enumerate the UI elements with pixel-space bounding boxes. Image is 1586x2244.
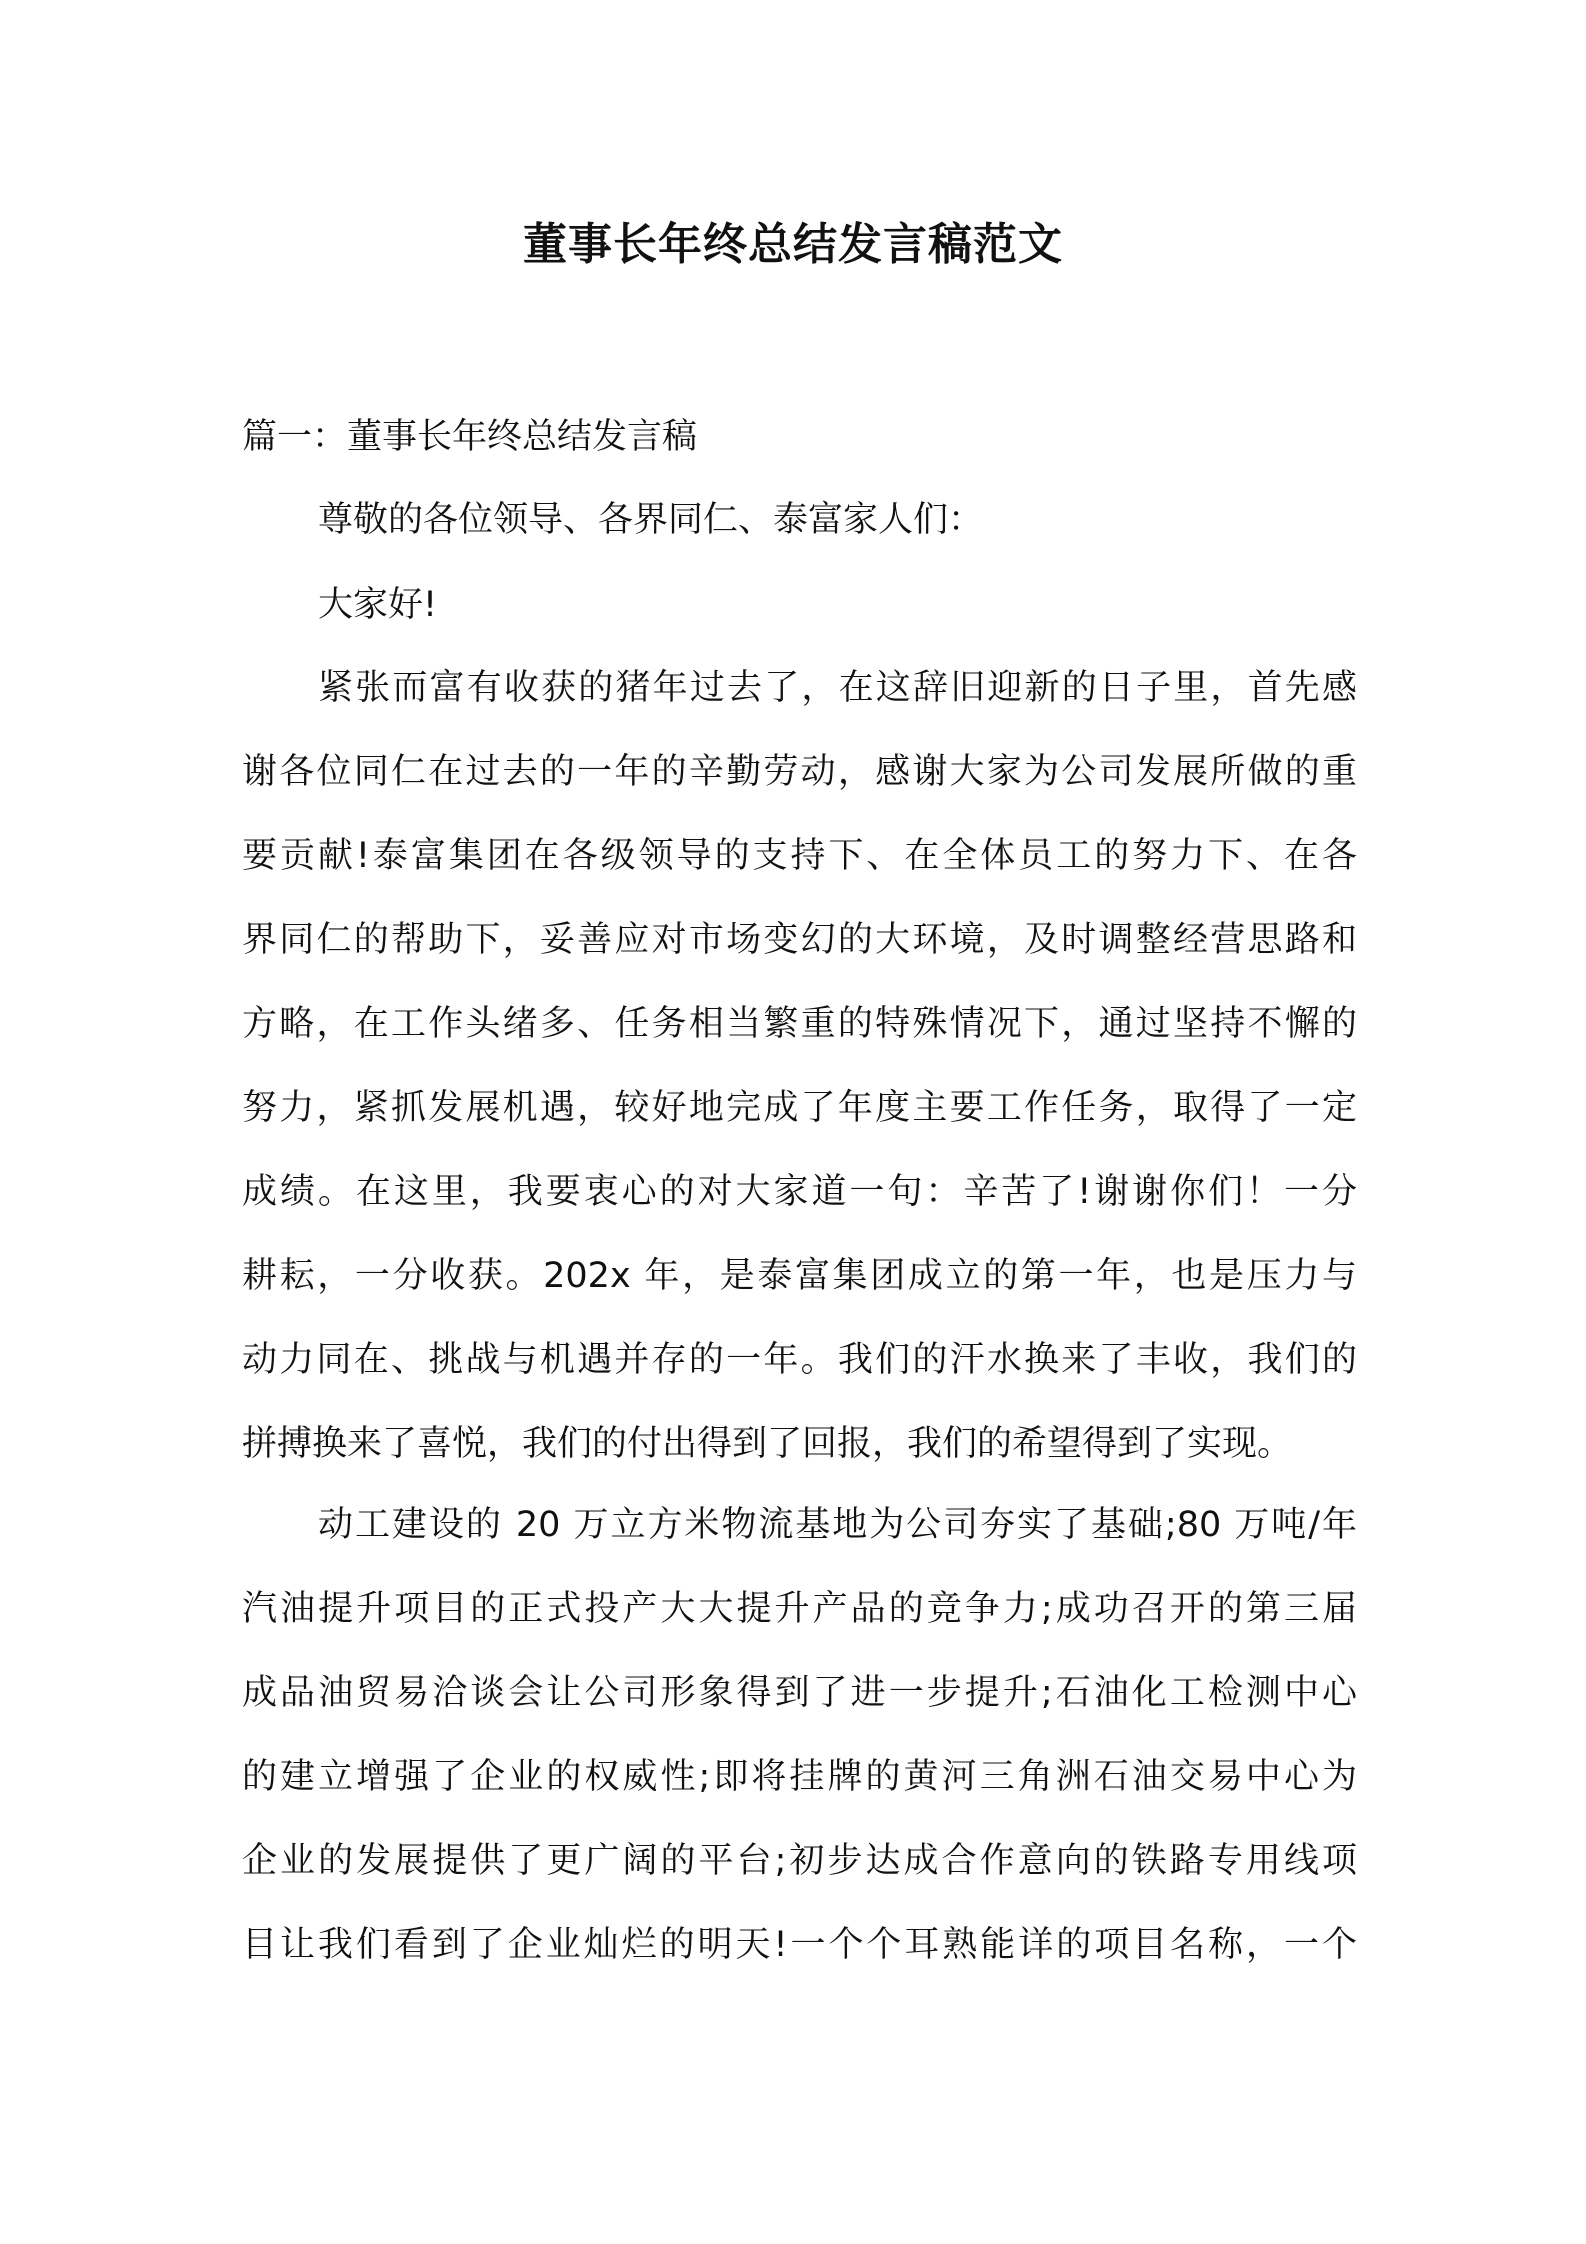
paragraph-line: 方略，在工作头绪多、任务相当繁重的特殊情况下，通过坚持不懈的: [242, 1004, 1357, 1044]
paragraph-line: 拼搏换来了喜悦，我们的付出得到了回报，我们的希望得到了实现。: [242, 1424, 1293, 1464]
paragraph-line: 动力同在、挑战与机遇并存的一年。我们的汗水换来了丰收，我们的: [242, 1340, 1357, 1380]
paragraph-line: 汽油提升项目的正式投产大大提升产品的竞争力;成功召开的第三届: [242, 1589, 1357, 1629]
paragraph-line: 成绩。在这里，我要衷心的对大家道一句：辛苦了!谢谢你们！一分: [242, 1172, 1357, 1212]
salutation: 尊敬的各位领导、各界同仁、泰富家人们：: [318, 500, 984, 540]
paragraph-line: 成品油贸易洽谈会让公司形象得到了进一步提升;石油化工检测中心: [242, 1673, 1357, 1713]
paragraph-line: 动工建设的 20 万立方米物流基地为公司夯实了基础;80 万吨/年: [318, 1505, 1357, 1545]
paragraph-line: 的建立增强了企业的权威性;即将挂牌的黄河三角洲石油交易中心为: [242, 1757, 1357, 1797]
paragraph-line: 界同仁的帮助下，妥善应对市场变幻的大环境，及时调整经营思路和: [242, 920, 1357, 960]
paragraph-line: 目让我们看到了企业灿烂的明天!一个个耳熟能详的项目名称，一个: [242, 1925, 1357, 1965]
paragraph-1: [242, 663, 1357, 1503]
paragraph-line: 企业的发展提供了更广阔的平台;初步达成合作意向的铁路专用线项: [242, 1841, 1357, 1881]
paragraph-2: [242, 1500, 1357, 2004]
paragraph-line: 努力，紧抓发展机遇，较好地完成了年度主要工作任务，取得了一定: [242, 1088, 1357, 1128]
greeting: 大家好!: [318, 585, 438, 625]
paragraph-line: 要贡献!泰富集团在各级领导的支持下、在全体员工的努力下、在各: [242, 836, 1357, 876]
section-heading: 篇一：董事长年终总结发言稿: [242, 417, 698, 457]
paragraph-line: 谢各位同仁在过去的一年的辛勤劳动，感谢大家为公司发展所做的重: [242, 752, 1357, 792]
paragraph-line: 紧张而富有收获的猪年过去了，在这辞旧迎新的日子里，首先感: [318, 668, 1357, 708]
paragraph-line: 耕耘，一分收获。202x 年，是泰富集团成立的第一年，也是压力与: [242, 1256, 1357, 1296]
document-title: 董事长年终总结发言稿范文: [523, 219, 1063, 270]
